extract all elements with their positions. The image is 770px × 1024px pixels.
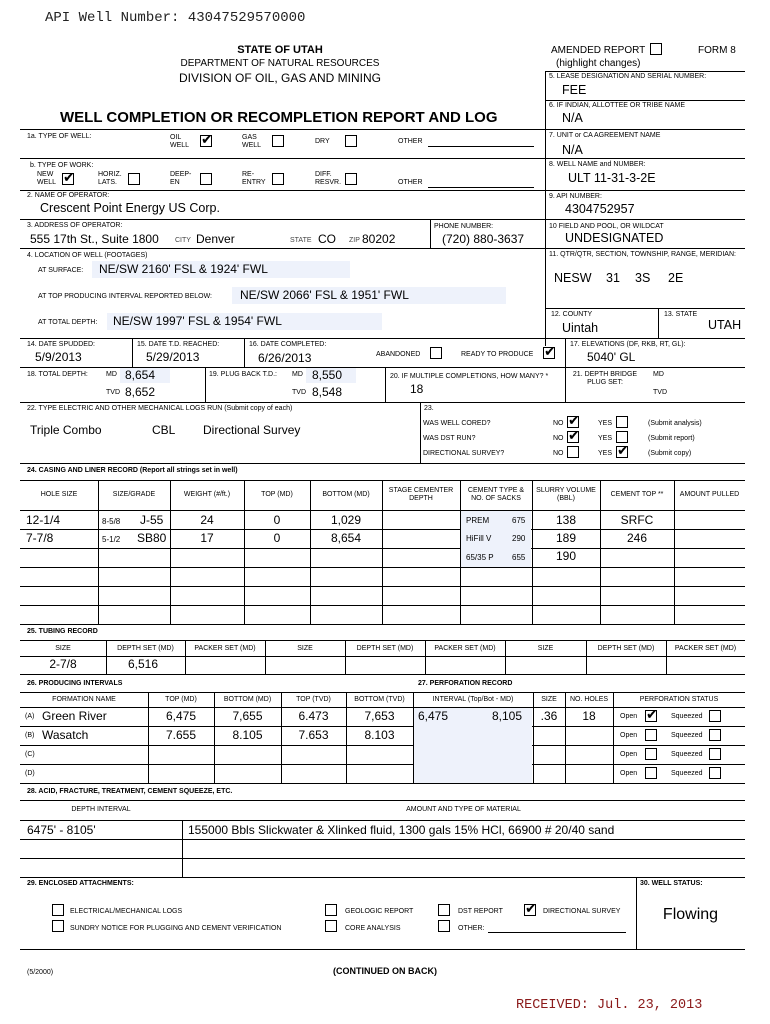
zip-label: ZIP (349, 237, 360, 244)
casing-r3-sacks[interactable]: 655 (512, 553, 526, 562)
elevation-value[interactable]: 5040' GL (587, 350, 636, 364)
location-label: 4. LOCATION OF WELL (FOOTAGES) (27, 252, 148, 259)
pb-tvd-value[interactable]: 8,548 (312, 385, 343, 399)
state-title: STATE OF UTAH (237, 44, 323, 56)
completed-label: 16. DATE COMPLETED: (249, 341, 327, 348)
tubing-header-size-3: SIZE (537, 645, 554, 652)
tubing-header-size-1: SIZE (55, 645, 71, 652)
dst-submit: (Submit report) (648, 435, 695, 442)
gas-label: GAS WELL (242, 134, 262, 149)
interval-b-top[interactable]: 7.655 (165, 728, 197, 742)
dry-checkbox[interactable] (345, 135, 357, 147)
address-state[interactable]: CO (318, 232, 336, 246)
elec-logs-checkbox[interactable] (52, 904, 64, 916)
county-value[interactable]: Uintah (562, 321, 599, 335)
unit-label: 7. UNIT or CA AGREEMENT NAME (549, 132, 661, 139)
intervals-header-formation: FORMATION NAME (52, 696, 116, 703)
phone-label: PHONE NUMBER: (434, 223, 494, 230)
state13-label: 13. STATE (664, 311, 698, 318)
log-3[interactable]: Directional Survey (203, 423, 301, 437)
api-value[interactable]: 4304752957 (565, 202, 635, 216)
perf-c-open-checkbox[interactable] (645, 748, 657, 760)
perf-interval-top[interactable]: 6,475 (418, 709, 449, 723)
casing-header-weight: WEIGHT (#/ft.) (183, 491, 231, 498)
interval-b-bottomtvd[interactable]: 8.103 (364, 728, 395, 742)
casing-r2-bottom[interactable]: 8,654 (330, 531, 362, 545)
api-line: API Well Number: 43047529570000 (45, 10, 306, 26)
perf-holes[interactable]: 18 (582, 709, 596, 723)
state-label: STATE (290, 237, 312, 244)
casing-r2-grade[interactable]: SB80 (137, 531, 167, 545)
dir-submit: (Submit copy) (648, 450, 692, 457)
prod-interval-value[interactable]: NE/SW 2066' FSL & 1951' FWL (240, 288, 409, 302)
sundry-label: SUNDRY NOTICE FOR PLUGGING AND CEMENT VERIFICATION (70, 925, 282, 932)
casing-r1-slurry[interactable]: 138 (555, 513, 577, 527)
dst-no-label: NO (553, 435, 564, 442)
log-1[interactable]: Triple Combo (30, 423, 102, 437)
perf-b-squeezed-checkbox[interactable] (709, 729, 721, 741)
dst-yes-checkbox[interactable] (616, 431, 628, 443)
dst-report-label: DST REPORT (458, 908, 503, 915)
tubing-label: 25. TUBING RECORD (27, 628, 98, 635)
item23-label: 23. (424, 405, 434, 412)
casing-header-cement: CEMENT TYPE & NO. OF SACKS (467, 487, 525, 502)
worktype-label: b. TYPE OF WORK: (30, 162, 94, 169)
tubing-size-value[interactable]: 2-7/8 (49, 657, 77, 671)
address-label: 3. ADDRESS OF OPERATOR: (27, 222, 123, 229)
indian-value[interactable]: N/A (562, 111, 583, 125)
casing-header-ctop: CEMENT TOP ** (610, 491, 664, 498)
tubing-header-size-2: SIZE (297, 645, 313, 652)
diff-label: DIFF. RESVR. (315, 171, 342, 186)
lease-value[interactable]: FEE (562, 83, 587, 97)
state13-value[interactable]: UTAH (708, 318, 742, 332)
other-attach-checkbox[interactable] (438, 920, 450, 932)
dir-yes-checkbox[interactable] (616, 446, 628, 458)
new-checkbox[interactable] (62, 173, 74, 185)
perf-b-squeezed-label: Squeezed (671, 732, 703, 739)
well-status-value[interactable]: Flowing (662, 906, 719, 923)
casing-r1-size[interactable]: 8-5/8 (102, 517, 121, 526)
section-value[interactable]: 31 (606, 271, 620, 285)
casing-r2-sacks[interactable]: 290 (512, 534, 526, 543)
acid-label: 28. ACID, FRACTURE, TREATMENT, CEMENT SQUEEZE, ETC. (27, 788, 233, 795)
bp-md-label: MD (653, 371, 664, 378)
division-title: DIVISION OF OIL, GAS AND MINING (178, 71, 382, 85)
acid-depth-value[interactable]: 6475' - 8105' (27, 823, 96, 837)
dir-no-label: NO (553, 450, 564, 457)
intervals-header-top: TOP (MD) (165, 696, 197, 703)
tubing-header-packer-1: PACKER SET (MD) (194, 645, 256, 652)
perf-a-open-checkbox[interactable] (645, 710, 657, 722)
highlight-label: (highlight changes) (556, 58, 641, 69)
status-label: 30. WELL STATUS: (640, 880, 703, 887)
tubing-header-packer-3: PACKER SET (MD) (674, 645, 737, 652)
casing-header-slurry: SLURRY VOLUME (BBL) (536, 487, 596, 502)
spud-label: 14. DATE SPUDDED: (27, 341, 95, 348)
cored-yes-label: YES (598, 420, 613, 427)
casing-r1-grade[interactable]: J-55 (140, 513, 164, 527)
casing-r3-slurry[interactable]: 190 (555, 549, 577, 563)
tdreached-label: 15. DATE T.D. REACHED: (137, 341, 220, 348)
cored-label: WAS WELL CORED? (423, 420, 491, 427)
pb-tvd-label: TVD (292, 389, 306, 396)
perf-header-size: SIZE (541, 696, 557, 703)
log-2[interactable]: CBL (152, 423, 176, 437)
casing-header-hole: HOLE SIZE (40, 491, 78, 498)
casing-header-top: TOP (MD) (261, 491, 293, 498)
casing-r2-hole[interactable]: 7-7/8 (26, 531, 54, 545)
dir-survey-checkbox[interactable] (524, 904, 536, 916)
casing-r2-slurry[interactable]: 189 (555, 531, 577, 545)
amended-checkbox[interactable] (650, 43, 662, 55)
cored-no-label: NO (553, 420, 564, 427)
intervals-header-toptvd: TOP (TVD) (296, 696, 331, 703)
perf-header-holes: NO. HOLES (569, 696, 609, 703)
interval-b-name[interactable]: Wasatch (42, 728, 89, 742)
multiple-value[interactable]: 18 (410, 382, 424, 396)
perf-a-squeezed-label: Squeezed (671, 713, 703, 720)
address-zip[interactable]: 80202 (362, 232, 396, 246)
dept-title: DEPARTMENT OF NATURAL RESOURCES (180, 58, 380, 69)
casing-r2-ctype[interactable]: HiFill V (466, 534, 492, 543)
casing-r2-size[interactable]: 5-1/2 (102, 535, 121, 544)
perforation-label: 27. PERFORATION RECORD (418, 680, 513, 687)
tubing-depth-value[interactable]: 6,516 (128, 657, 159, 671)
tubing-header-depth-1: DEPTH SET (MD) (117, 645, 174, 652)
range-value[interactable]: 2E (668, 271, 684, 285)
logs-label: 22. TYPE ELECTRIC AND OTHER MECHANICAL LOGS RUN (Submit copy of each) (27, 405, 293, 412)
deepen-checkbox[interactable] (200, 173, 212, 185)
casing-r2-top[interactable]: 0 (273, 531, 281, 545)
completed-value[interactable]: 6/26/2013 (258, 351, 312, 365)
other-attach-label: OTHER: (458, 925, 485, 932)
gas-checkbox[interactable] (272, 135, 284, 147)
prod-interval-label: AT TOP PRODUCING INTERVAL REPORTED BELOW: (38, 293, 213, 300)
dry-label: DRY (315, 138, 330, 145)
casing-header-stage: STAGE CEMENTER DEPTH (388, 487, 454, 502)
casing-r1-ctype[interactable]: PREM (466, 516, 490, 525)
county-label: 12. COUNTY (551, 311, 593, 318)
intervals-header-bottom: BOTTOM (MD) (223, 696, 272, 703)
dirsurvey-q-label: DIRECTIONAL SURVEY? (423, 450, 505, 457)
indian-label: 6. IF INDIAN, ALLOTTEE OR TRIBE NAME (549, 102, 686, 109)
casing-r2-weight[interactable]: 17 (200, 531, 214, 545)
casing-r1-weight[interactable]: 24 (200, 513, 214, 527)
interval-b-toptvd[interactable]: 7.653 (298, 728, 329, 742)
dir-no-checkbox[interactable] (567, 446, 579, 458)
casing-r1-hole[interactable]: 12-1/4 (26, 513, 61, 527)
wellname-value[interactable]: ULT 11-31-3-2E (568, 171, 656, 185)
sundry-checkbox[interactable] (52, 920, 64, 932)
dst-no-checkbox[interactable] (567, 431, 579, 443)
elevation-label: 17. ELEVATIONS (DF, RKB, RT, GL): (570, 341, 686, 348)
other2-label: OTHER (398, 179, 423, 186)
perf-b-open-label: Open (620, 732, 638, 739)
continued-on-back: (CONTINUED ON BACK) (333, 966, 437, 976)
received-stamp: RECEIVED: Jul. 23, 2013 (516, 998, 703, 1013)
oil-checkbox[interactable] (200, 135, 212, 147)
casing-r1-sacks[interactable]: 675 (512, 516, 526, 525)
casing-r1-ctop[interactable]: SRFC (620, 513, 654, 527)
casing-header-bottom: BOTTOM (MD) (322, 491, 370, 498)
cored-no-checkbox[interactable] (567, 416, 579, 428)
plugback-label: 19. PLUG BACK T.D.: (209, 371, 277, 378)
surface-label: AT SURFACE: (38, 267, 84, 274)
dir-yes-label: YES (598, 450, 613, 457)
td-tvd-label: TVD (106, 389, 120, 396)
perf-a-squeezed-checkbox[interactable] (709, 710, 721, 722)
horiz-checkbox[interactable] (128, 173, 140, 185)
casing-r1-bottom[interactable]: 1,029 (330, 513, 362, 527)
dstrun-label: WAS DST RUN? (423, 435, 476, 442)
abandoned-checkbox[interactable] (430, 347, 442, 359)
acid-material-value[interactable]: 155000 Bbls Slickwater & Xlinked fluid, 1300 gals 15% HCl, 66900 # 20/40 sand (188, 823, 615, 837)
unit-value[interactable]: N/A (562, 143, 583, 157)
perf-interval-bottom[interactable]: 8,105 (492, 709, 523, 723)
core-analysis-label: CORE ANALYSIS (345, 925, 401, 932)
perf-d-open-checkbox[interactable] (645, 767, 657, 779)
dst-report-checkbox[interactable] (438, 904, 450, 916)
td-label: AT TOTAL DEPTH: (38, 319, 98, 326)
tubing-header-depth-3: DEPTH SET (MD) (597, 645, 655, 652)
casing-header-size: SIZE/GRADE (112, 491, 156, 498)
acid-header-material: AMOUNT AND TYPE OF MATERIAL (406, 806, 521, 813)
cored-yes-checkbox[interactable] (616, 416, 628, 428)
diff-checkbox[interactable] (345, 173, 357, 185)
interval-a-top[interactable]: 6,475 (165, 709, 197, 723)
perf-size[interactable]: .36 (540, 709, 558, 723)
address-street[interactable]: 555 17th St., Suite 1800 (30, 232, 159, 246)
intervals-label: 26. PRODUCING INTERVALS (27, 680, 123, 687)
deepen-label: DEEP- EN (170, 171, 192, 186)
spud-value[interactable]: 5/9/2013 (35, 350, 82, 364)
casing-r3-ctype[interactable]: 65/35 P (466, 553, 494, 562)
geo-report-checkbox[interactable] (325, 904, 337, 916)
reentry-checkbox[interactable] (272, 173, 284, 185)
tubing-header-depth-2: DEPTH SET (MD) (356, 645, 414, 652)
amended-label: AMENDED REPORT (551, 45, 646, 56)
ready-label: READY TO PRODUCE (461, 351, 534, 358)
core-analysis-checkbox[interactable] (325, 920, 337, 932)
township-value[interactable]: 3S (635, 271, 651, 285)
pb-md-label: MD (292, 371, 303, 378)
wellname-label: 8. WELL NAME and NUMBER: (549, 161, 646, 168)
attachments-label: 29. ENCLOSED ATTACHMENTS: (27, 880, 134, 887)
abandoned-label: ABANDONED (376, 351, 421, 358)
other-label: OTHER (398, 138, 423, 145)
bridgeplug-label: 21. DEPTH BRIDGE PLUG SET: (572, 371, 638, 386)
multiple-label: 20. IF MULTIPLE COMPLETIONS, HOW MANY? * (390, 373, 549, 380)
tdreached-value[interactable]: 5/29/2013 (146, 350, 200, 364)
td-md-label: MD (106, 371, 117, 378)
operator-name[interactable]: Crescent Point Energy US Corp. (40, 201, 220, 215)
geo-report-label: GEOLOGIC REPORT (345, 908, 414, 915)
dir-survey-label: DIRECTIONAL SURVEY (543, 908, 621, 915)
pb-md-value[interactable]: 8,550 (312, 368, 343, 382)
casing-label: 24. CASING AND LINER RECORD (Report all strings set in well) (27, 467, 238, 474)
cored-submit: (Submit analysis) (648, 420, 702, 427)
dst-yes-label: YES (598, 435, 613, 442)
casing-r2-ctop[interactable]: 246 (626, 531, 648, 545)
address-city[interactable]: Denver (196, 232, 235, 246)
city-label: CITY (175, 237, 191, 244)
perf-a-open-label: Open (620, 713, 638, 720)
qtr-value[interactable]: NESW (554, 271, 592, 285)
perf-d-squeezed-checkbox[interactable] (709, 767, 721, 779)
intervals-header-bottomtvd: BOTTOM (TVD) (354, 696, 405, 703)
reentry-label: RE- ENTRY (242, 171, 266, 186)
interval-d-letter: (D) (25, 770, 35, 777)
perf-d-squeezed-label: Squeezed (671, 770, 703, 777)
welltype-label: 1a. TYPE OF WELL: (27, 133, 92, 140)
acid-header-depth: DEPTH INTERVAL (71, 806, 131, 813)
tubing-header-packer-2: PACKER SET (MD) (434, 645, 496, 652)
field-label: 10 FIELD AND POOL, OR WILDCAT (549, 223, 664, 230)
qtr-label: 11. QTR/QTR, SECTION, TOWNSHIP, RANGE, MERIDIAN: (549, 251, 736, 258)
report-title: WELL COMPLETION OR RECOMPLETION REPORT AND LOG (60, 109, 498, 126)
oil-label: OIL WELL (170, 134, 190, 149)
perf-header-interval: INTERVAL (Top/Bot - MD) (432, 696, 514, 703)
totaldepth-label: 18. TOTAL DEPTH: (27, 371, 88, 378)
ready-checkbox[interactable] (543, 347, 555, 359)
interval-a-toptvd[interactable]: 6.473 (298, 709, 329, 723)
perf-c-open-label: Open (620, 751, 638, 758)
td-md-value[interactable]: 8,654 (125, 368, 156, 382)
perf-b-open-checkbox[interactable] (645, 729, 657, 741)
interval-a-letter: (A) (25, 713, 35, 720)
new-label: NEW WELL (37, 171, 57, 186)
lease-label: 5. LEASE DESIGNATION AND SERIAL NUMBER: (549, 73, 707, 80)
perf-c-squeezed-checkbox[interactable] (709, 748, 721, 760)
horiz-label: HORIZ. LATS. (98, 171, 122, 186)
api-label: 9. API NUMBER: (549, 193, 602, 200)
revision: (5/2000) (27, 969, 54, 976)
bp-tvd-label: TVD (653, 389, 667, 396)
perf-header-status: PERFORATION STATUS (639, 696, 719, 703)
perf-c-squeezed-label: Squeezed (671, 751, 703, 758)
surface-value[interactable]: NE/SW 2160' FSL & 1924' FWL (99, 262, 268, 276)
interval-b-letter: (B) (25, 732, 35, 739)
interval-c-letter: (C) (25, 751, 35, 758)
casing-header-pulled: AMOUNT PULLED (679, 491, 740, 498)
operator-label: 2. NAME OF OPERATOR: (27, 192, 110, 199)
interval-a-name[interactable]: Green River (42, 709, 107, 723)
td-tvd-value[interactable]: 8,652 (125, 385, 156, 399)
td-value[interactable]: NE/SW 1997' FSL & 1954' FWL (113, 314, 282, 328)
form-number: FORM 8 (698, 45, 736, 56)
field-value[interactable]: UNDESIGNATED (565, 231, 664, 245)
interval-b-bottom[interactable]: 8.105 (232, 728, 263, 742)
elec-logs-label: ELECTRICAL/MECHANICAL LOGS (70, 908, 183, 915)
phone-value[interactable]: (720) 880-3637 (442, 232, 525, 246)
perf-d-open-label: Open (620, 770, 638, 777)
interval-a-bottom[interactable]: 7,655 (232, 709, 263, 723)
casing-r1-top[interactable]: 0 (273, 513, 281, 527)
interval-a-bottomtvd[interactable]: 7,653 (364, 709, 395, 723)
